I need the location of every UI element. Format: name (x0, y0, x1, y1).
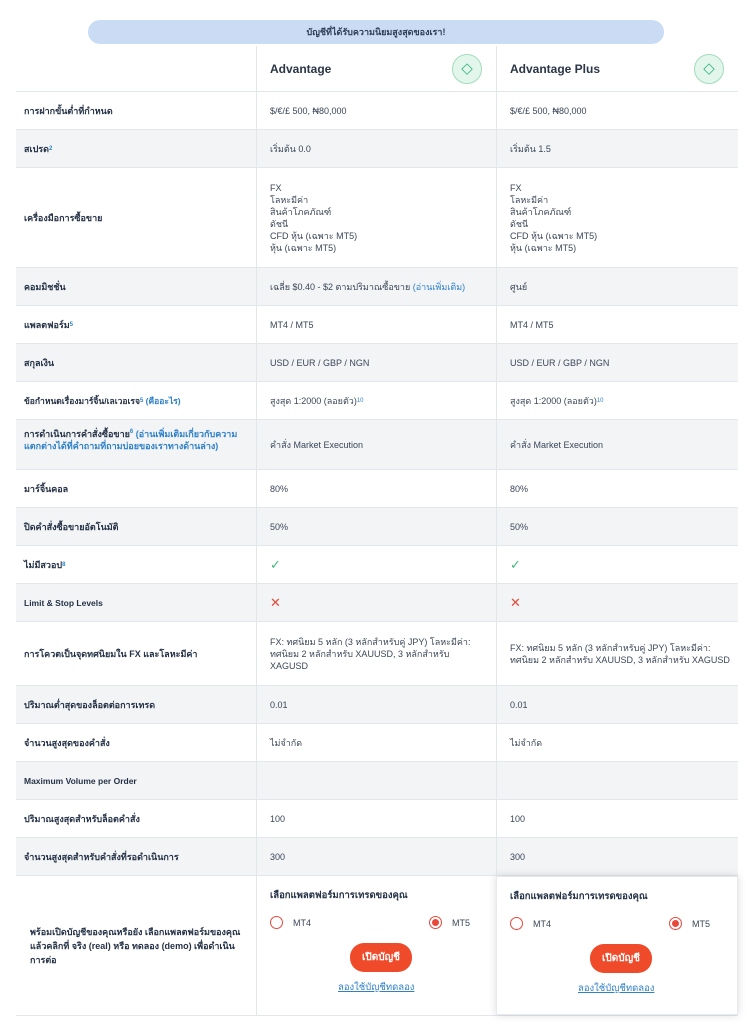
radio-mt4[interactable]: MT4 (270, 916, 311, 929)
row-label: เครื่องมือการซื้อขาย (24, 212, 103, 223)
header-advantage-plus (496, 46, 738, 91)
row-max-orders (16, 724, 738, 762)
radio-mt5[interactable]: MT5 (669, 917, 710, 930)
popular-accounts-banner: บัญชีที่ได้รับความนิยมสูงสุดของเรา! (88, 20, 664, 44)
list-item: หุ้น (เฉพาะ MT5) (270, 242, 337, 253)
row-label: จำนวนสูงสุดสำหรับคำสั่งที่รอดำเนินการ (24, 851, 179, 862)
value-advantage-plus (496, 762, 738, 799)
row-label: ไม่มีสวอป 8 (24, 559, 66, 570)
row-label: การโควตเป็นจุดทศนิยมใน FX และโลหะมีค่า (24, 648, 198, 659)
row-quotes (16, 622, 738, 686)
value-advantage: สูงสุด 1:2000 (ลอยตัว) 10 (256, 382, 496, 419)
choose-platform-label: เลือกแพลตฟอร์มการเทรดของคุณ (510, 891, 648, 902)
diamond-icon: ◇ (452, 54, 482, 84)
row-limit-stop (16, 584, 738, 622)
value-advantage-plus: 80% (496, 470, 738, 507)
value-advantage-plus: ไม่จำกัด (496, 724, 738, 761)
row-label: สกุลเงิน (24, 357, 55, 368)
open-account-footer (16, 876, 738, 1016)
value-advantage-plus: 0.01 (496, 686, 738, 723)
row-leverage (16, 382, 738, 420)
value-advantage-plus: MT4 / MT5 (496, 306, 738, 343)
cross-icon: ✕ (510, 594, 521, 610)
choose-platform-label: เลือกแพลตฟอร์มการเทรดของคุณ (270, 890, 408, 901)
row-execution (16, 420, 738, 470)
footnote-ref[interactable]: 6 (129, 429, 134, 435)
value-advantage: 80% (256, 470, 496, 507)
list-item: FX (270, 182, 282, 193)
row-instruments (16, 168, 738, 268)
open-account-button[interactable]: เปิดบัญชี (590, 944, 652, 973)
row-label: จำนวนสูงสุดของคำสั่ง (24, 737, 110, 748)
value-advantage-plus: 100 (496, 800, 738, 837)
try-demo-link[interactable]: ลองใช้บัญชีทดลอง (338, 982, 415, 993)
row-label: คอมมิชชั่น (24, 281, 66, 292)
value-advantage: เริ่มต้น 0.0 (256, 130, 496, 167)
value-advantage: USD / EUR / GBP / NGN (256, 344, 496, 381)
value-advantage: 0.01 (256, 686, 496, 723)
header-empty-cell (16, 46, 256, 91)
faq-link[interactable]: (อ่านเพิ่มเติมเกี่ยวกับความแตกต่างได้ที่คำถามที่ถามบ่อยของเราทางด้านล่าง) (24, 429, 238, 451)
value-advantage-plus (496, 584, 738, 621)
footnote-ref[interactable]: 5 (139, 397, 144, 404)
value-advantage (256, 168, 496, 267)
row-label: Maximum Volume per Order (24, 775, 137, 786)
value-advantage-plus: USD / EUR / GBP / NGN (496, 344, 738, 381)
list-item: ดัชนี (510, 218, 529, 229)
radio-mt5[interactable]: MT5 (429, 916, 470, 929)
list-item: หุ้น (เฉพาะ MT5) (510, 242, 577, 253)
radio-mt4[interactable]: MT4 (510, 917, 551, 930)
footer-prompt: พร้อมเปิดบัญชีของคุณหรือยัง เลือกแพลตฟอร์มของคุณแล้วคลิกที่ จริง (real) หรือ ทดลอง (demo) เพื่อดำเนินการต่อ (30, 926, 241, 965)
value-advantage: $/€/£ 500, ₦80,000 (256, 92, 496, 129)
row-min-lot (16, 686, 738, 724)
row-label: มาร์จิ้นคอล (24, 483, 69, 494)
row-max-lot (16, 800, 738, 838)
row-label: ปริมาณสูงสุดสำหรับล็อตคำสั่ง (24, 813, 140, 824)
header-advantage (256, 46, 496, 91)
radio-unchecked-icon[interactable] (510, 917, 523, 930)
cross-icon: ✕ (270, 594, 281, 610)
value-advantage: ไม่จำกัด (256, 724, 496, 761)
value-advantage-plus: เริ่มต้น 1.5 (496, 130, 738, 167)
value-advantage: เฉลี่ย $0.40 - $2 ตามปริมาณซื้อขาย (อ่านเพิ่มเติม) (256, 268, 496, 305)
list-item: สินค้าโภคภัณฑ์ (510, 206, 572, 217)
radio-checked-icon[interactable] (429, 916, 442, 929)
footnote-ref[interactable]: 8 (62, 561, 66, 568)
list-item: CFD หุ้น (เฉพาะ MT5) (270, 230, 358, 241)
check-icon: ✓ (510, 556, 521, 572)
what-is-link[interactable]: (คืออะไร) (145, 395, 181, 406)
value-advantage (256, 762, 496, 799)
value-advantage (256, 546, 496, 583)
footnote-ref[interactable]: 5 (69, 321, 73, 328)
row-label: แพลตฟอร์ม 5 (24, 319, 73, 330)
row-commission (16, 268, 738, 306)
value-advantage-plus: คำสั่ง Market Execution (496, 420, 738, 469)
try-demo-link[interactable]: ลองใช้บัญชีทดลอง (578, 983, 655, 994)
account-name-advantage-plus: Advantage Plus (510, 61, 601, 76)
list-item: ดัชนี (270, 218, 289, 229)
row-spread (16, 130, 738, 168)
row-label: การฝากขั้นต่ำที่กำหนด (24, 105, 113, 116)
row-label: การดำเนินการคำสั่งซื้อขาย$^6$ (อ่านเพิ่มเติมเกี่ยวกับความแตกต่างได้ที่คำถามที่ถามบ่อยของเราทางด้านล่าง) (24, 429, 238, 451)
account-comparison-table (16, 46, 738, 1016)
value-advantage-plus: 50% (496, 508, 738, 545)
value-advantage: 100 (256, 800, 496, 837)
row-label: สเปรด 2 (24, 143, 53, 154)
value-advantage-plus (496, 168, 738, 267)
value-advantage-plus: $/€/£ 500, ₦80,000 (496, 92, 738, 129)
diamond-icon: ◇ (694, 54, 724, 84)
row-stop-out (16, 508, 738, 546)
row-platform (16, 306, 738, 344)
row-margin-call (16, 470, 738, 508)
row-label: ปริมาณต่ำสุดของล็อตต่อการเทรด (24, 699, 156, 710)
radio-checked-icon[interactable] (669, 917, 682, 930)
check-icon: ✓ (270, 556, 281, 572)
value-advantage: 50% (256, 508, 496, 545)
list-item: โลหะมีค่า (270, 194, 309, 205)
value-advantage: 300 (256, 838, 496, 875)
footnote-ref[interactable]: 2 (48, 145, 53, 152)
value-advantage-plus: 300 (496, 838, 738, 875)
row-label: ข้อกำหนดเรื่องมาร์จิ้น/เลเวอเรจ 5 (คืออะไร) (24, 395, 181, 406)
value-advantage-plus: FX: ทศนิยม 5 หลัก (3 หลักสำหรับคู่ JPY) โลหะมีค่า: ทศนิยม 2 หลักสำหรับ XAUUSD, 3 หลักสำหรับ XAGUSD (496, 622, 738, 685)
value-advantage: FX: ทศนิยม 5 หลัก (3 หลักสำหรับคู่ JPY) โลหะมีค่า: ทศนิยม 2 หลักสำหรับ XAUUSD, 3 หลักสำหรับ XAGUSD (256, 622, 496, 685)
row-swap-free (16, 546, 738, 584)
platform-radio-group (270, 916, 470, 929)
read-more-link[interactable]: (อ่านเพิ่มเติม) (412, 281, 466, 292)
row-max-pending (16, 838, 738, 876)
open-account-button[interactable]: เปิดบัญชี (350, 943, 412, 972)
value-advantage-plus (496, 546, 738, 583)
account-name-advantage: Advantage (270, 61, 332, 76)
row-label: ปิดคำสั่งซื้อขายอัตโนมัติ (24, 521, 119, 532)
row-max-volume (16, 762, 738, 800)
row-currency (16, 344, 738, 382)
footer-advantage-plus (496, 876, 738, 1015)
table-header-row (16, 46, 738, 92)
value-advantage-plus: ศูนย์ (496, 268, 738, 305)
radio-unchecked-icon[interactable] (270, 916, 283, 929)
row-min-deposit (16, 92, 738, 130)
value-advantage: คำสั่ง Market Execution (256, 420, 496, 469)
row-label: Limit & Stop Levels (24, 597, 103, 608)
value-advantage-plus: สูงสุด 1:2000 (ลอยตัว) 10 (496, 382, 738, 419)
list-item: FX (510, 182, 522, 193)
list-item: สินค้าโภคภัณฑ์ (270, 206, 332, 217)
list-item: โลหะมีค่า (510, 194, 549, 205)
footer-advantage (256, 876, 496, 1015)
platform-radio-group (510, 917, 710, 930)
list-item: CFD หุ้น (เฉพาะ MT5) (510, 230, 598, 241)
value-advantage (256, 584, 496, 621)
value-advantage: MT4 / MT5 (256, 306, 496, 343)
